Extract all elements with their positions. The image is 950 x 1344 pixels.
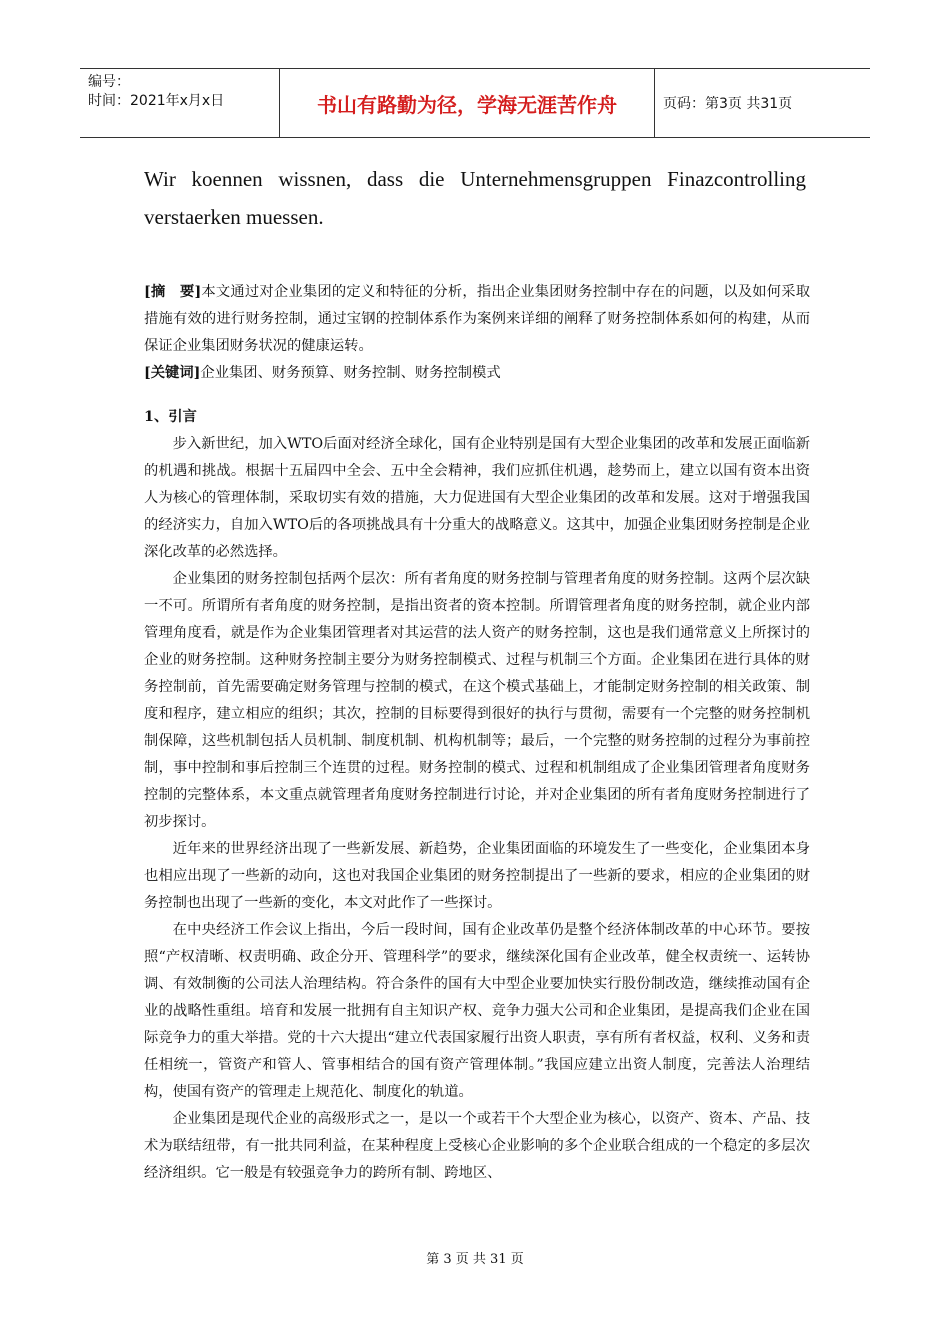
document-number-label: 编号： [88,74,130,90]
keywords [144,360,810,387]
header-meta [80,69,280,137]
paragraph: 近年来的世界经济出现了一些新发展、新趋势，企业集团面临的环境发生了一些变化，企业集团本身也相应出现了一些新的动向，这也对我国企业集团的财务控制提出了一些新的要求，相应的企业集团的财务控制也出现了一些新的变化，本文对此作了一些探讨。 [144,841,810,911]
section-heading: 1、引言 [144,409,197,425]
page-footer: 第 3 页 共 31 页 [426,1252,524,1267]
paragraph: 企业集团是现代企业的高级形式之一，是以一个或若干个大型企业为核心，以资产、资本、产品、技术为联结纽带，有一批共同利益，在某种程度上受核心企业影响的多个企业联合组成的一个稳定的多层次经济组织。它一般是有较强竞争力的跨所有制、跨地区、 [144,1111,810,1181]
abstract [144,279,810,360]
header-motto: 书山有路勤为径，学海无涯苦作舟 [280,69,655,137]
german-abstract: Wir koennen wissnen, dass die Unternehmensgruppen Finazcontrolling verstaerken muessen. [144,167,806,229]
document-body [144,279,810,1187]
keywords-label: [关键词] [144,365,201,381]
paragraph: 步入新世纪，加入WTO后面对经济全球化，国有企业特别是国有大型企业集团的改革和发展正面临新的机遇和挑战。根据十五届四中全会、五中全会精神，我们应抓住机遇，趁势而上，建立以国有资本出资人为核心的管理体制，采取切实有效的措施，大力促进国有大型企业集团的改革和发展。这对于增强我国的经济实力，自加入WTO后的各项挑战具有十分重大的战略意义。这其中，加强企业集团财务控制是企业深化改革的必然选择。 [144,436,810,560]
abstract-label: [摘 要] [144,284,202,300]
page-header [80,68,870,138]
abstract-text: 本文通过对企业集团的定义和特征的分析，指出企业集团财务控制中存在的问题，以及如何采取措施有效的进行财务控制，通过宝钢的控制体系作为案例来详细的阐释了财务控制体系如何的构建，从而保证企业集团财务状况的健康运转。 [144,284,811,354]
paragraph: 企业集团的财务控制包括两个层次：所有者角度的财务控制与管理者角度的财务控制。这两个层次缺一不可。所谓所有者角度的财务控制，是指出资者的资本控制。所谓管理者角度的财务控制，就企业内部管理角度看，就是作为企业集团管理者对其运营的法人资产的财务控制，这也是我们通常意义上所探讨的企业的财务控制。这种财务控制主要分为财务控制模式、过程与机制三个方面。企业集团在进行具体的财务控制前，首先需要确定财务管理与控制的模式，在这个模式基础上，才能制定财务控制的相关政策、制度和程序，建立相应的组织；其次，控制的目标要得到很好的执行与贯彻，需要有一个完整的财务控制机制保障，这些机制包括人员机制、制度机制、机构机制等；最后，一个完整的财务控制的过程分为事前控制，事中控制和事后控制三个连贯的过程。财务控制的模式、过程和机制组成了企业集团管理者角度财务控制的完整体系，本文重点就管理者角度财务控制进行讨论，并对企业集团的所有者角度财务控制进行了初步探讨。 [144,571,810,830]
keywords-text: 企业集团、财务预算、财务控制、财务控制模式 [200,365,501,381]
header-page-info: 页码：第3页 共31页 [663,96,793,112]
paragraph: 在中央经济工作会议上指出，今后一段时间，国有企业改革仍是整个经济体制改革的中心环节。要按照“产权清晰、权责明确、政企分开、管理科学”的要求，继续深化国有企业改革，健全权责统一、运转协调、有效制衡的公司法人治理结构。符合条件的国有大中型企业要加快实行股份制改造，继续推动国有企业的战略性重组。培育和发展一批拥有自主知识产权、竞争力强大公司和企业集团，是提高我们企业在国际竞争力的重大举措。党的十六大提出“建立代表国家履行出资人职责，享有所有者权益，权利、义务和责任相统一，管资产和管人、管事相结合的国有资产管理体制。”我国应建立出资人制度，完善法人治理结构，使国有资产的管理走上规范化、制度化的轨道。 [144,922,810,1100]
document-date: 时间：2021年x月x日 [88,93,225,109]
